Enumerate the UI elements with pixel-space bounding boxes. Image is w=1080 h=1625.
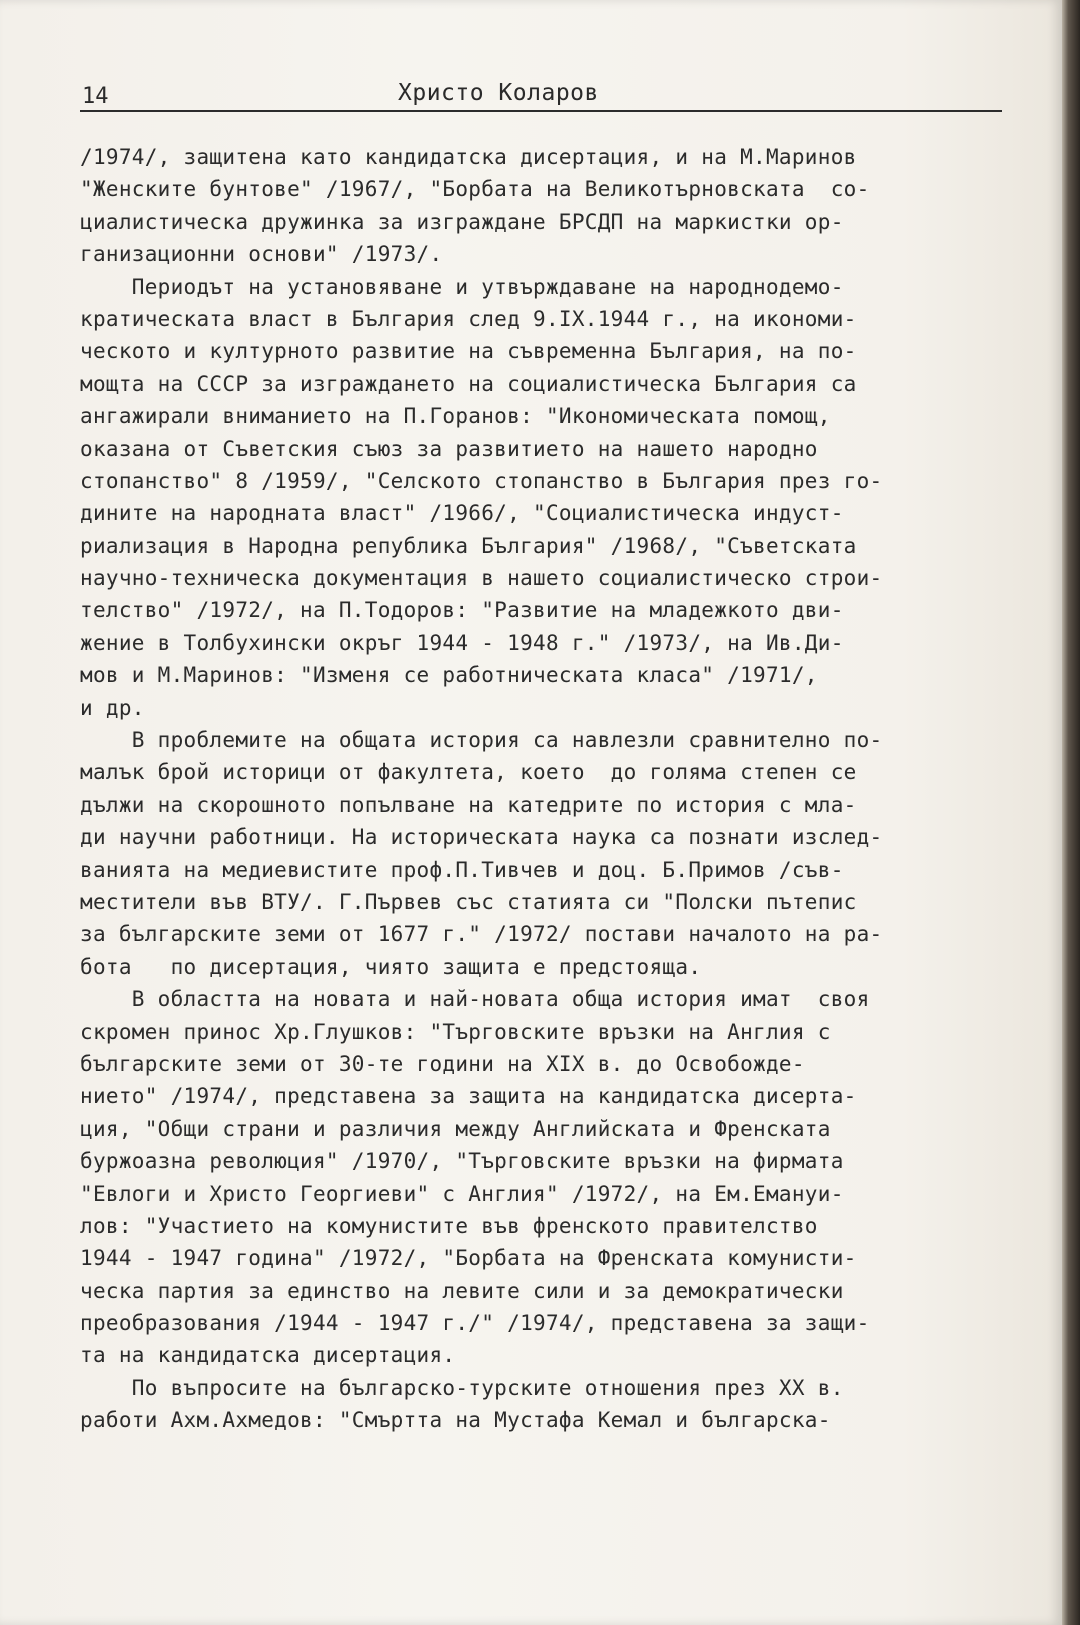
text-line: мощта на СССР за изграждането на социалистическа България са [80, 371, 857, 396]
text-line: стопанство" 8 /1959/, "Селското стопанство в България през го- [80, 468, 883, 493]
text-line: нието" /1974/, представена за защита на кандидатска дисерта- [80, 1084, 857, 1109]
page-header [80, 78, 1002, 112]
text-line: работи Ахм.Ахмедов: "Смъртта на Мустафа Кемал и българска- [80, 1408, 831, 1433]
text-line: местители във ВТУ/. Г.Първев със статията си "Полски пътепис [80, 889, 857, 914]
text-line: телство" /1972/, на П.Тодоров: "Развитие на младежкото дви- [80, 598, 844, 623]
text-line: 1944 - 1947 година" /1972/, "Борбата на Френската комунисти- [80, 1246, 857, 1271]
text-line: риализация в Народна република България" /1968/, "Съветската [80, 533, 857, 558]
text-line: та на кандидатска дисертация. [80, 1343, 456, 1368]
text-line: мов и М.Маринов: "Изменя се работническата класа" /1971/, [80, 663, 818, 688]
text-line: По въпросите на българско-турските отношения през XX в. [80, 1375, 844, 1400]
text-line: ванията на медиевистите проф.П.Тивчев и доц. Б.Примов /съв- [80, 857, 844, 882]
book-spine-edge [1062, 0, 1080, 1625]
text-line: В проблемите на общата история са навлезли сравнително по- [80, 728, 883, 753]
text-line: буржоазна революция" /1970/, "Търговските връзки на фирмата [80, 1149, 844, 1174]
text-line: българските земи от 30-те години на XIX в. до Освобожде- [80, 1051, 805, 1076]
text-line: оказана от Съветския съюз за развитието на нашето народно [80, 436, 818, 461]
text-line: и др. [80, 695, 145, 720]
text-line: лов: "Участието на комунистите във френското правителство [80, 1213, 818, 1238]
text-line: преобразования /1944 - 1947 г./" /1974/, представена за защи- [80, 1311, 870, 1336]
text-line: скромен принос Хр.Глушков: "Търговските връзки на Англия с [80, 1019, 831, 1044]
text-line: "Женските бунтове" /1967/, "Борбата на Великотърновската со- [80, 177, 870, 202]
text-line: научно-техническа документация в нашето социалистическо строи- [80, 566, 883, 591]
text-line: ция, "Общи страни и различия между Английската и Френската [80, 1116, 831, 1141]
text-line: ди научни работници. На историческата наука са познати изслед- [80, 825, 883, 850]
text-line: за българските земи от 1677 г." /1972/ постави началото на ра- [80, 922, 883, 947]
text-line: "Евлоги и Христо Георгиеви" с Англия" /1972/, на Ем.Емануи- [80, 1181, 844, 1206]
text-line: жение в Толбухински окръг 1944 - 1948 г." /1973/, на Ив.Ди- [80, 630, 844, 655]
text-line: дините на народната власт" /1966/, "Социалистическа индуст- [80, 501, 844, 526]
running-title: Христо Коларов [398, 80, 599, 106]
page-number: 14 [82, 84, 109, 109]
text-line: кратическата власт в България след 9.IX.1944 г., на икономи- [80, 306, 857, 331]
text-line: циалистическа дружинка за изграждане БРСДП на маркистки ор- [80, 209, 844, 234]
text-line: /1974/, защитена като кандидатска дисертация, и на М.Маринов [80, 145, 857, 169]
text-line: ганизационни основи" /1973/. [80, 242, 443, 267]
text-line: ангажирали вниманието на П.Горанов: "Икономическата помощ, [80, 404, 831, 429]
text-line: ческото и културното развитие на съвременна България, на по- [80, 339, 857, 364]
text-line: ческа партия за единство на левите сили и за демократически [80, 1278, 844, 1303]
text-line: В областта на новата и най-новата обща история имат своя [80, 987, 870, 1012]
body-text [80, 141, 1010, 1437]
text-line: малък брой историци от факултета, което до голяма степен се [80, 760, 857, 785]
text-line: Периодът на установяване и утвърждаване на народнодемо- [80, 274, 844, 299]
text-line: дължи на скорошното попълване на катедрите по история с мла- [80, 792, 857, 817]
text-line: бота по дисертация, чиято защита е предстояща. [80, 954, 702, 979]
